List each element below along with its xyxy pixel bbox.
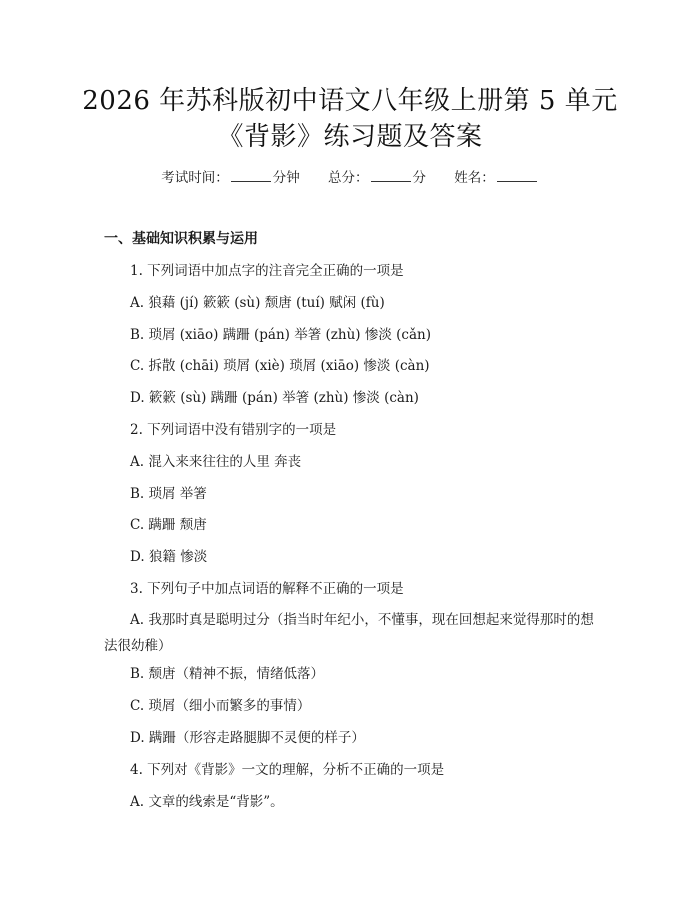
- question-2-option-a: A. 混入来来往往的人里 奔丧: [130, 454, 302, 470]
- document-title-line1: 2026 年苏科版初中语文八年级上册第 5 单元: [82, 86, 618, 116]
- question-1-option-b: B. 琐屑 (xiāo) 蹒跚 (pán) 举箸 (zhù) 惨淡 (cǎn): [130, 327, 431, 343]
- question-2-option-b: B. 琐屑 举箸: [130, 486, 207, 502]
- question-3-stem: 3. 下列句子中加点词语的解释不正确的一项是: [130, 581, 404, 597]
- total-score-field: [328, 168, 426, 188]
- exam-time-unit: 分钟: [272, 170, 300, 186]
- total-score-label: 总分：: [328, 170, 369, 186]
- question-2-option-c: C. 蹒跚 颓唐: [130, 517, 207, 533]
- exam-info-row: [0, 168, 700, 188]
- section-heading: 一、基础知识积累与运用: [104, 231, 258, 247]
- student-name-label: 姓名：: [454, 170, 495, 186]
- question-3-option-a: A. 我那时真是聪明过分（指当时年纪小，不懂事，现在回想起来觉得那时的想法很幼稚）: [104, 612, 594, 654]
- exam-time-blank: [231, 169, 271, 182]
- exam-time-field: [161, 168, 300, 188]
- total-score-unit: 分: [412, 170, 426, 186]
- question-3-option-d: D. 蹒跚（形容走路腿脚不灵便的样子）: [130, 730, 365, 746]
- total-score-blank: [371, 169, 411, 182]
- exam-time-label: 考试时间：: [161, 170, 229, 186]
- question-1-option-a: A. 狼藉 (jí) 簌簌 (sù) 颓唐 (tuí) 赋闲 (fù): [130, 295, 385, 311]
- question-3-option-b: B. 颓唐（精神不振，情绪低落）: [130, 666, 325, 682]
- question-1-option-d: D. 簌簌 (sù) 蹒跚 (pán) 举箸 (zhù) 惨淡 (càn): [130, 390, 419, 406]
- question-3-option-c: C. 琐屑（细小而繁多的事情）: [130, 698, 311, 714]
- document-title-line2: 《背影》练习题及答案: [217, 122, 483, 152]
- question-4-option-a: A. 文章的线索是“背影”。: [130, 794, 284, 810]
- student-name-blank: [497, 169, 537, 182]
- student-name-field: [454, 168, 539, 188]
- question-2-stem: 2. 下列词语中没有错别字的一项是: [130, 422, 337, 438]
- question-2-option-d: D. 狼籍 惨淡: [130, 549, 208, 565]
- question-1-stem: 1. 下列词语中加点字的注音完全正确的一项是: [130, 263, 404, 279]
- question-1-option-c: C. 拆散 (chāi) 琐屑 (xiè) 琐屑 (xiāo) 惨淡 (càn): [130, 358, 430, 374]
- question-4-stem: 4. 下列对《背影》一文的理解，分析不正确的一项是: [130, 762, 445, 778]
